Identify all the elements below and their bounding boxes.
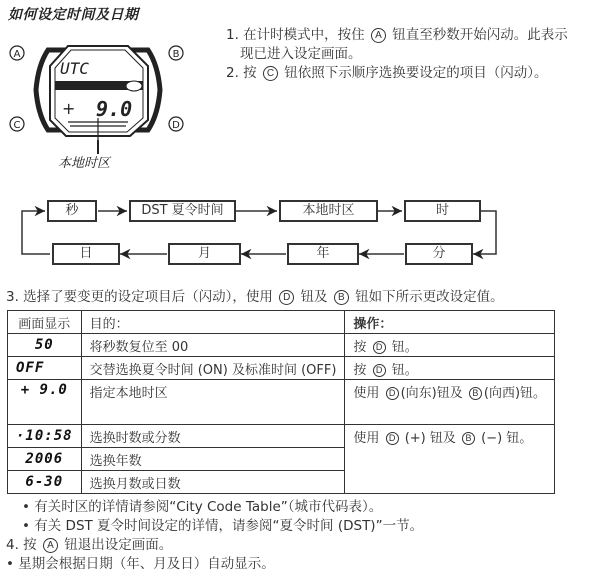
table-header-row xyxy=(8,311,555,334)
table-row xyxy=(8,357,555,380)
watch-button-b: B xyxy=(172,49,180,60)
note-dst: • 有关 DST 夏令时间设定的详情，请参阅“夏令时间 (DST)”一节。 xyxy=(22,518,424,534)
svg-text:+: + xyxy=(62,99,76,118)
notes-final xyxy=(6,536,275,574)
step-4: 4. 按 A 钮退出设定画面。 xyxy=(6,537,173,553)
button-a-icon: A xyxy=(43,538,58,553)
header-display: 画面显示 xyxy=(8,311,82,334)
button-d-icon: D xyxy=(373,364,386,377)
lcd-display: ·10:58 xyxy=(8,425,82,448)
operation-cell: 使用 D (向东)钮及 B (向西)钮。 xyxy=(345,380,555,425)
flow-step-minute: 分 xyxy=(405,243,473,265)
header-purpose: 目的： xyxy=(81,311,345,334)
step-3: 3. 选择了要变更的设定项目后（闪动），使用 D 钮及 B 钮如下所示更改设定值。 xyxy=(6,289,504,305)
operation-cell: 使用 D (+) 钮及 B (−) 钮。 xyxy=(345,425,555,494)
watch-button-d: D xyxy=(172,120,180,131)
operation-cell: 按 D 钮。 xyxy=(345,357,555,380)
settings-table xyxy=(7,310,555,494)
table-row xyxy=(8,380,555,425)
purpose-cell: 将秒数复位至 00 xyxy=(81,334,345,357)
watch-button-a: A xyxy=(13,49,21,60)
button-d-icon: D xyxy=(373,341,386,354)
button-a-icon: A xyxy=(371,28,386,43)
operation-cell: 按 D 钮。 xyxy=(345,334,555,357)
step-1-line2: 现已进入设定画面。 xyxy=(240,46,362,62)
svg-text:9.0: 9.0 xyxy=(96,97,133,121)
flow-step-dst: DST 夏令时间 xyxy=(129,200,236,222)
notes-bullets xyxy=(22,498,423,536)
purpose-cell: 指定本地时区 xyxy=(81,380,345,425)
lcd-display: 50 xyxy=(8,334,82,357)
purpose-cell: 选换月数或日数 xyxy=(81,471,345,494)
button-b-icon: B xyxy=(334,290,349,305)
lcd-display: + 9.0 xyxy=(8,380,82,425)
flow-step-home-timezone: 本地时区 xyxy=(279,200,378,222)
flow-step-day: 日 xyxy=(52,243,120,265)
table-row xyxy=(8,425,555,448)
flow-step-seconds: 秒 xyxy=(47,200,97,222)
note-city-code-table: • 有关时区的详情请参阅“City Code Table”（城市代码表）。 xyxy=(22,499,383,515)
purpose-cell: 交替选换夏令时间 (ON) 及标准时间 (OFF) xyxy=(81,357,345,380)
watch-utc-text: UTC xyxy=(60,59,89,78)
note-weekday-auto: • 星期会根据日期（年、月及日）自动显示。 xyxy=(6,556,275,572)
table-row xyxy=(8,334,555,357)
header-operation: 操作： xyxy=(345,311,555,334)
page-title: 如何设定时间及日期 xyxy=(8,7,139,23)
flow-step-year: 年 xyxy=(287,243,359,265)
purpose-cell: 选换时数或分数 xyxy=(81,425,345,448)
button-b-icon: B xyxy=(469,387,482,400)
button-d-icon: D xyxy=(386,432,399,445)
button-d-icon: D xyxy=(279,290,294,305)
lcd-display: 2006 xyxy=(8,448,82,471)
lcd-display: OFF xyxy=(8,357,82,380)
step-1: 1. 在计时模式中，按住 A 钮直至秒数开始闪动。此表示 xyxy=(226,27,568,43)
button-b-icon: B xyxy=(462,432,475,445)
step-2: 2. 按 C 钮依照下示顺序选换要设定的项目（闪动）。 xyxy=(226,65,548,81)
button-d-icon: D xyxy=(386,387,399,400)
lcd-display: 6-30 xyxy=(8,471,82,494)
watch-illustration xyxy=(8,40,188,140)
steps-1-2 xyxy=(226,26,568,83)
flow-step-hour: 时 xyxy=(404,200,481,222)
purpose-cell: 选换年数 xyxy=(81,448,345,471)
button-c-icon: C xyxy=(263,66,278,81)
watch-caption: 本地时区 xyxy=(58,156,111,171)
watch-button-c: C xyxy=(13,120,21,131)
flow-step-month: 月 xyxy=(168,243,241,265)
